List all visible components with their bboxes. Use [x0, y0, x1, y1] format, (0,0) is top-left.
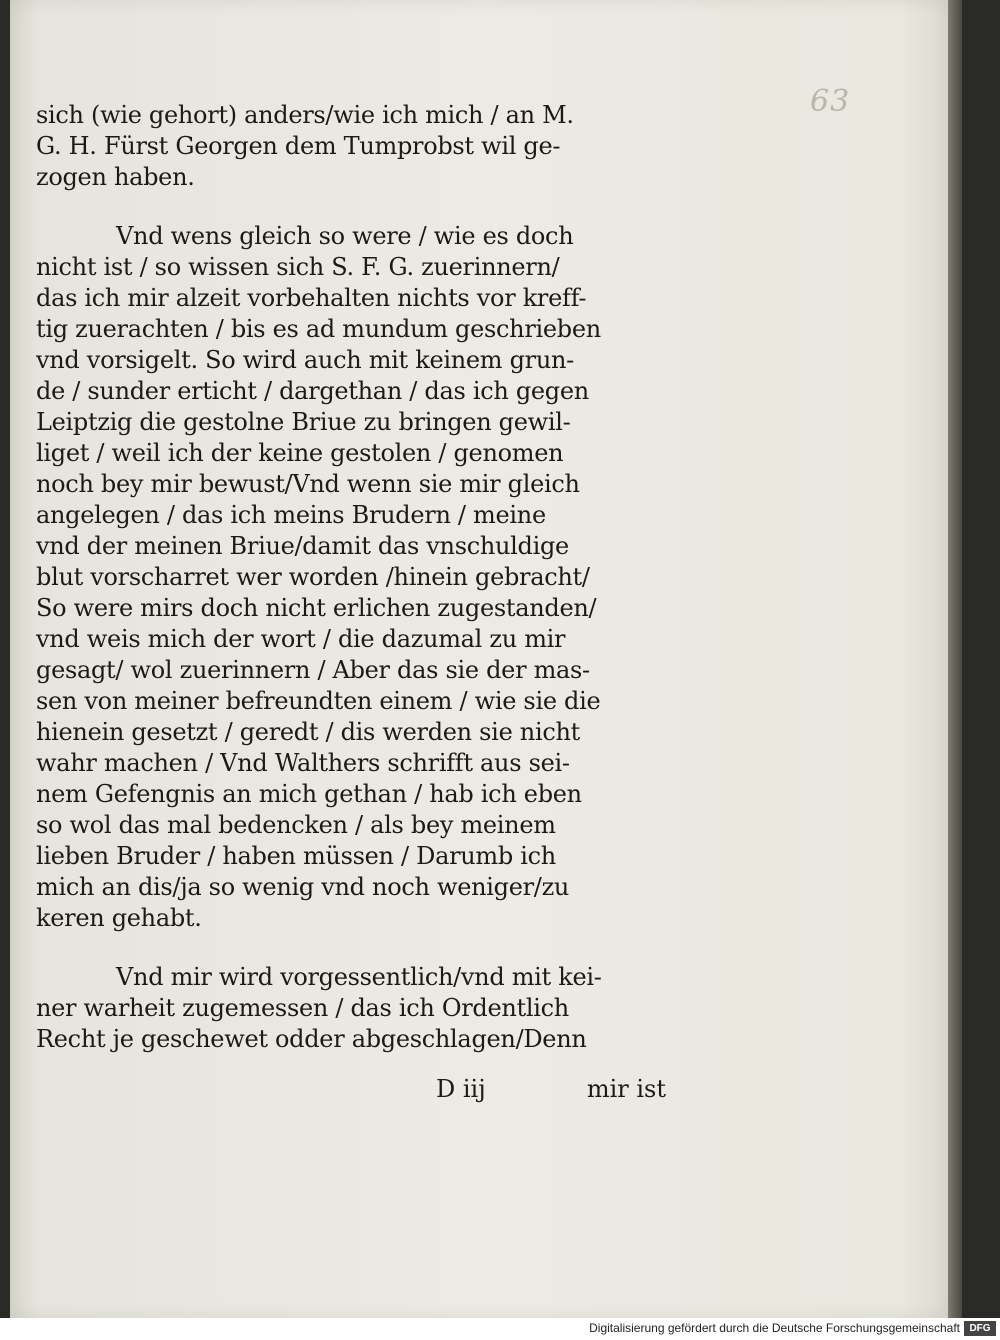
paragraph [36, 221, 676, 934]
footer-credit: Digitalisierung gefördert durch die Deutsche Forschungsgemeinschaft [589, 1321, 960, 1335]
text-line: mich an dis/ja so wenig vnd noch weniger/zu [36, 873, 570, 901]
paragraph [36, 962, 676, 1055]
text-line: das ich mir alzeit vorbehalten nichts vor kreff- [36, 284, 587, 312]
text-line: ner warheit zugemessen / das ich Ordentlich [36, 994, 569, 1022]
signature-mark: D iij [436, 1075, 486, 1103]
text-line: zogen haben. [36, 163, 195, 191]
text-line: keren gehabt. [36, 904, 202, 932]
text-line: blut vorscharret wer worden /hinein gebracht/ [36, 563, 590, 591]
text-line: Recht je geschewet odder abgeschlagen/Denn [36, 1025, 587, 1053]
page-signature-line [36, 1075, 666, 1106]
text-line: angelegen / das ich meins Brudern / meine [36, 501, 546, 529]
dfg-logo: DFG [964, 1321, 996, 1336]
text-line: vnd der meinen Briue/damit das vnschuldige [36, 532, 569, 560]
body-text [36, 100, 676, 1083]
text-line: noch bey mir bewust/Vnd wenn sie mir gleich [36, 470, 580, 498]
text-line: hienein gesetzt / geredt / dis werden sie nicht [36, 718, 580, 746]
text-line: gesagt/ wol zuerinnern / Aber das sie der mas- [36, 656, 590, 684]
text-line: sen von meiner befreundten einem / wie sie die [36, 687, 601, 715]
page-edge [948, 0, 962, 1318]
text-line: so wol das mal bedencken / als bey meinem [36, 811, 556, 839]
text-line: nem Gefengnis an mich gethan / hab ich eben [36, 780, 582, 808]
text-line: So were mirs doch nicht erlichen zugestanden/ [36, 594, 597, 622]
text-line: vnd weis mich der wort / die dazumal zu mir [36, 625, 566, 653]
text-line: Vnd wens gleich so were / wie es doch [116, 222, 574, 250]
text-line: Vnd mir wird vorgessentlich/vnd mit kei- [116, 963, 602, 991]
text-line: liget / weil ich der keine gestolen / genomen [36, 439, 564, 467]
text-line: G. H. Fürst Georgen dem Tumprobst wil ge- [36, 132, 561, 160]
text-line: vnd vorsigelt. So wird auch mit keinem grun- [36, 346, 574, 374]
paragraph [36, 100, 676, 193]
text-line: de / sunder erticht / dargethan / das ich gegen [36, 377, 589, 405]
text-line: Leiptzig die gestolne Briue zu bringen gewil- [36, 408, 571, 436]
text-line: sich (wie gehort) anders/wie ich mich / an M. [36, 101, 574, 129]
text-line: wahr machen / Vnd Walthers schrifft aus sei- [36, 749, 570, 777]
text-line: nicht ist / so wissen sich S. F. G. zuerinnern/ [36, 253, 560, 281]
catchword: mir ist [586, 1075, 666, 1103]
footer-bar [0, 1318, 1000, 1340]
text-line: lieben Bruder / haben müssen / Darumb ich [36, 842, 556, 870]
text-line: tig zuerachten / bis es ad mundum geschrieben [36, 315, 601, 343]
folio-number: 63 [810, 84, 851, 119]
